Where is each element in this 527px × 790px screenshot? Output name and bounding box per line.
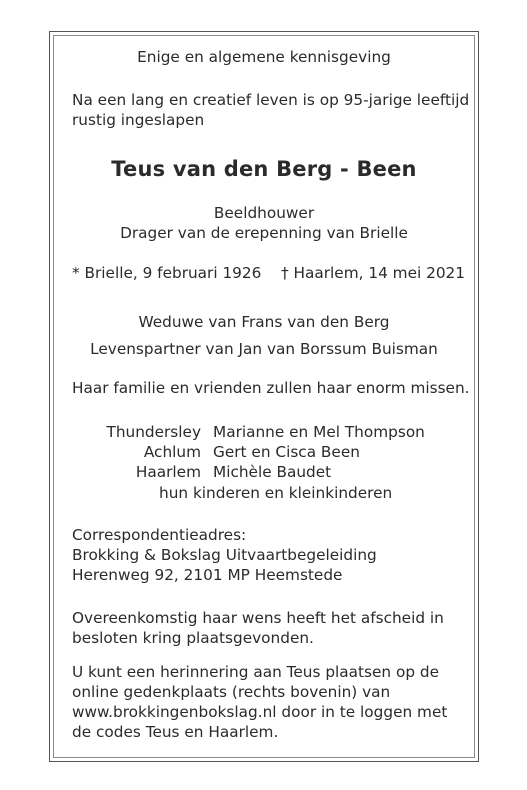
- family-names: Michèle Baudet: [213, 463, 332, 481]
- title-line: Drager van de erepenning van Brielle: [120, 224, 408, 242]
- farewell-line: besloten kring plaatsgevonden.: [72, 629, 314, 647]
- memorial-line: online gedenkplaats (rechts bovenin) van: [72, 683, 391, 701]
- intro-text: [72, 90, 469, 130]
- correspondence-company: Brokking & Bokslag Uitvaartbegeleiding: [72, 546, 377, 564]
- family-place: Haarlem: [135, 463, 201, 481]
- notice-header: Enige en algemene kennisgeving: [137, 48, 391, 66]
- grandchildren-line: hun kinderen en kleinkinderen: [159, 484, 393, 502]
- deceased-name: Teus van den Berg - Been: [111, 157, 417, 181]
- correspondence-label: Correspondentieadres:: [72, 526, 247, 544]
- intro-line: Na een lang en creatief leven is op 95-jarige leeftijd: [72, 91, 470, 109]
- title-line: Beeldhouwer: [213, 204, 315, 222]
- family-names: Gert en Cisca Been: [213, 443, 360, 461]
- family-place: Achlum: [143, 443, 201, 461]
- titles: [53, 203, 475, 243]
- memorial-line: de codes Teus en Haarlem.: [72, 723, 279, 741]
- relation-partner: Levenspartner van Jan van Borssum Buisman: [90, 340, 438, 358]
- correspondence-block: [72, 525, 377, 585]
- family-place: Thundersley: [106, 423, 201, 441]
- farewell-line: Overeenkomstig haar wens heeft het afscheid in: [72, 609, 444, 627]
- birth-line: * Brielle, 9 februari 1926: [72, 264, 262, 282]
- family-names: Marianne en Mel Thompson: [213, 423, 425, 441]
- memorial-line: U kunt een herinnering aan Teus plaatsen op de: [72, 663, 440, 681]
- relation-widow: Weduwe van Frans van den Berg: [138, 313, 390, 331]
- memorial-line: www.brokkingenbokslag.nl door in te loggen met: [72, 703, 448, 721]
- memorial-block: [72, 662, 447, 742]
- death-line: † Haarlem, 14 mei 2021: [281, 264, 466, 282]
- farewell-block: [72, 608, 444, 648]
- miss-line: Haar familie en vrienden zullen haar enorm missen.: [72, 379, 470, 397]
- intro-line: rustig ingeslapen: [72, 111, 205, 129]
- correspondence-address: Herenweg 92, 2101 MP Heemstede: [72, 566, 343, 584]
